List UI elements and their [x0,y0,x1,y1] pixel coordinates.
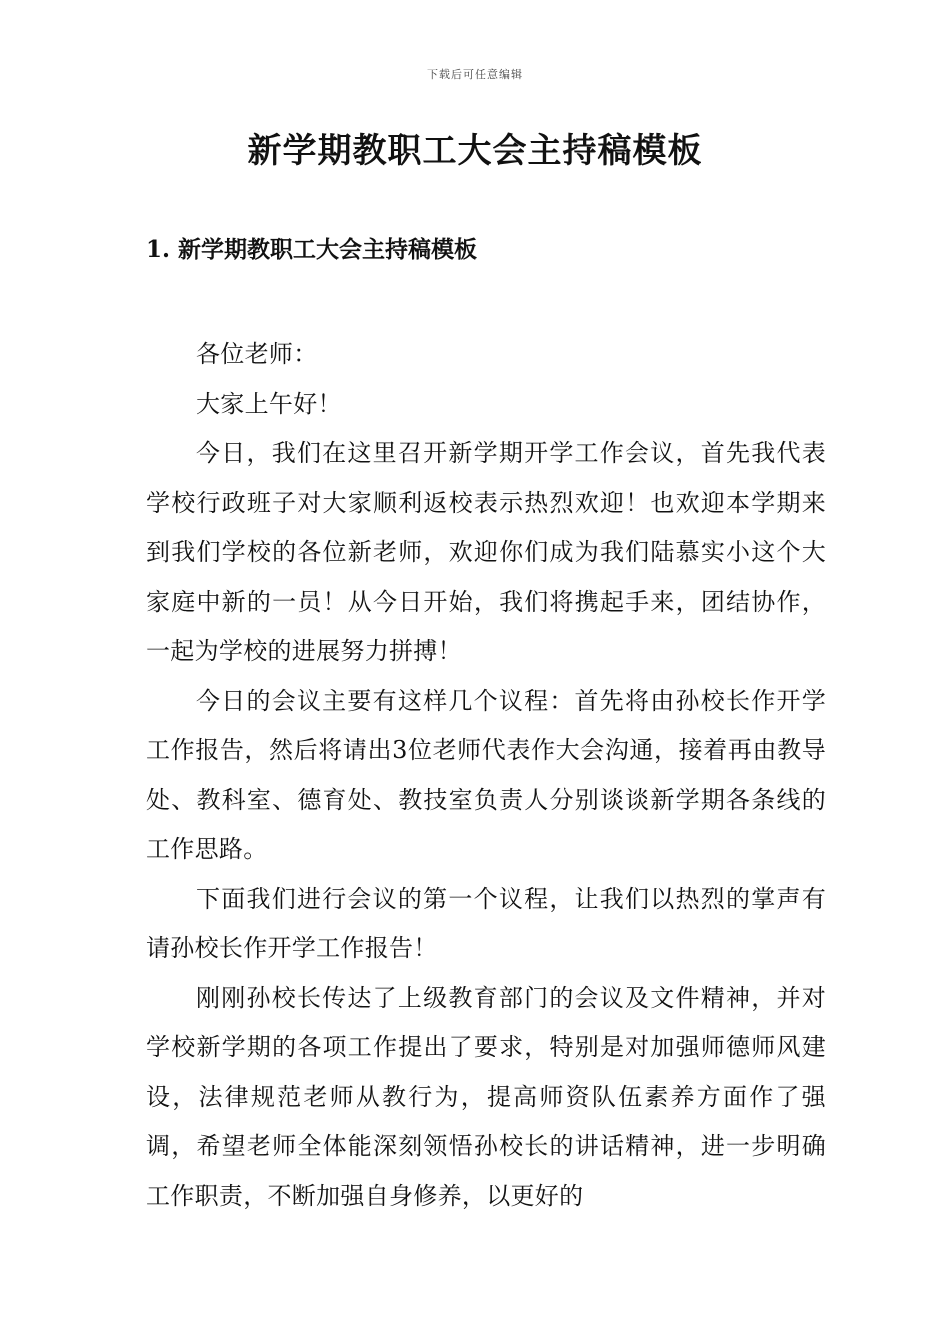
greeting: 大家上午好！ [196,389,342,418]
paragraph-agenda: 今日的会议主要有这样几个议程：首先将由孙校长作开学工作报告，然后将请出3位老师代表作大会沟通，接着再由教导处、教科室、德育处、教技室负责人分别谈谈新学期各条线的工作思路。 [146,686,826,863]
salutation: 各位老师： [196,340,318,368]
document-body [146,330,826,1221]
paragraph-welcome: 今日，我们在这里召开新学期开学工作会议，首先我代表学校行政班子对大家顺利返校表示热烈欢迎！也欢迎本学期来到我们学校的各位新老师，欢迎你们成为我们陆慕实小这个大家庭中新的一员！从今日开始，我们将携起手来，团结协作，一起为学校的进展努力拼搏！ [146,439,826,665]
paragraph-summary: 刚刚孙校长传达了上级教育部门的会议及文件精神，并对学校新学期的各项工作提出了要求，特别是对加强师德师风建设，法律规范老师从教行为，提高师资队伍素养方面作了强调，希望老师全体能深刻领悟孙校长的讲话精神，进一步明确工作职责，不断加强自身修养，以更好的 [146,983,826,1210]
document-title: 新学期教职工大会主持稿模板 [247,131,703,171]
paragraph-first-item: 下面我们进行会议的第一个议程，让我们以热烈的掌声有请孙校长作开学工作报告！ [146,884,826,962]
section-heading: 1. 新学期教职工大会主持稿模板 [146,236,478,263]
header-note: 下载后可任意编辑 [427,68,523,81]
